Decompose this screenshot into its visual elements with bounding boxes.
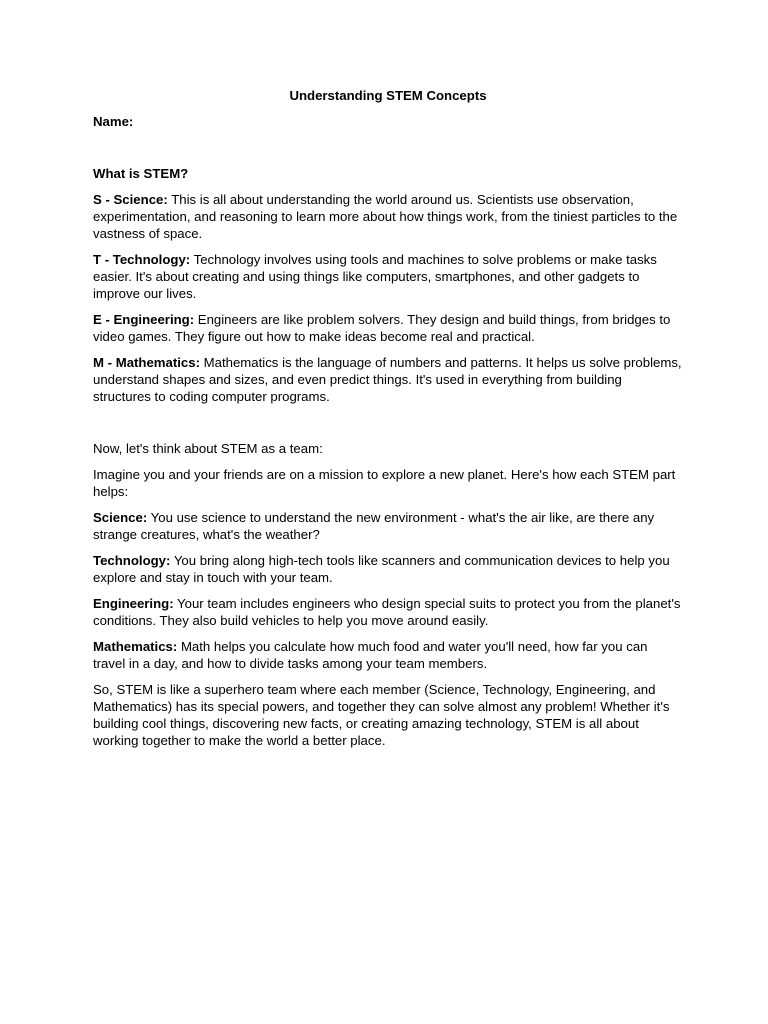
definition-text: Engineers are like problem solvers. They design and build things, from bridges to video games. They figure out how to make ideas become real and practical. — [93, 312, 671, 344]
team-part-term: Engineering: — [93, 596, 174, 611]
section-spacer — [93, 414, 683, 440]
team-part-term: Mathematics: — [93, 639, 178, 654]
team-part-engineering — [93, 595, 683, 629]
team-part-term: Technology: — [93, 553, 171, 568]
team-part-technology — [93, 552, 683, 586]
name-field-label: Name: — [93, 114, 134, 129]
team-part-text: You use science to understand the new environment - what's the air like, are there any strange creatures, what's the weather? — [93, 510, 655, 542]
conclusion: So, STEM is like a superhero team where each member (Science, Technology, Engineering, and Mathematics) has its special powers, and together they can solve almost any problem! Whether it's building cool things, discovering new facts, or creating amazing technology, STEM is all about working together to make the world a better place. — [93, 682, 670, 748]
definition-science — [93, 191, 683, 242]
definition-engineering — [93, 311, 683, 345]
definition-mathematics — [93, 354, 683, 405]
mission-intro: Imagine you and your friends are on a mission to explore a new planet. Here's how each STEM part helps: — [93, 467, 676, 499]
team-part-mathematics — [93, 638, 683, 672]
definition-term: T - Technology: — [93, 252, 191, 267]
definition-term: M - Mathematics: — [93, 355, 200, 370]
definition-term: S - Science: — [93, 192, 168, 207]
document-title: Understanding STEM Concepts — [289, 88, 487, 103]
team-part-text: Your team includes engineers who design special suits to protect you from the planet's conditions. They also build vehicles to help you move around easily. — [93, 596, 681, 628]
document-page — [93, 87, 683, 758]
definition-technology — [93, 251, 683, 302]
definition-text: This is all about understanding the world around us. Scientists use observation, experimentation, and reasoning to learn more about how things work, from the tiniest particles to the vastness of space. — [93, 192, 678, 241]
team-part-text: You bring along high-tech tools like scanners and communication devices to help you explore and stay in touch with your team. — [93, 553, 670, 585]
section-heading: What is STEM? — [93, 166, 189, 181]
team-part-term: Science: — [93, 510, 148, 525]
definition-text: Mathematics is the language of numbers and patterns. It helps us solve problems, understand shapes and sizes, and even predict things. It's used in everything from building structures to coding computer programs. — [93, 355, 682, 404]
team-part-science — [93, 509, 683, 543]
definition-text: Technology involves using tools and machines to solve problems or make tasks easier. It's about creating and using things like computers, smartphones, and other gadgets to improve our lives. — [93, 252, 657, 301]
team-part-text: Math helps you calculate how much food and water you'll need, how far you can travel in a day, and how to divide tasks among your team members. — [93, 639, 648, 671]
definition-term: E - Engineering: — [93, 312, 195, 327]
team-intro: Now, let's think about STEM as a team: — [93, 441, 323, 456]
